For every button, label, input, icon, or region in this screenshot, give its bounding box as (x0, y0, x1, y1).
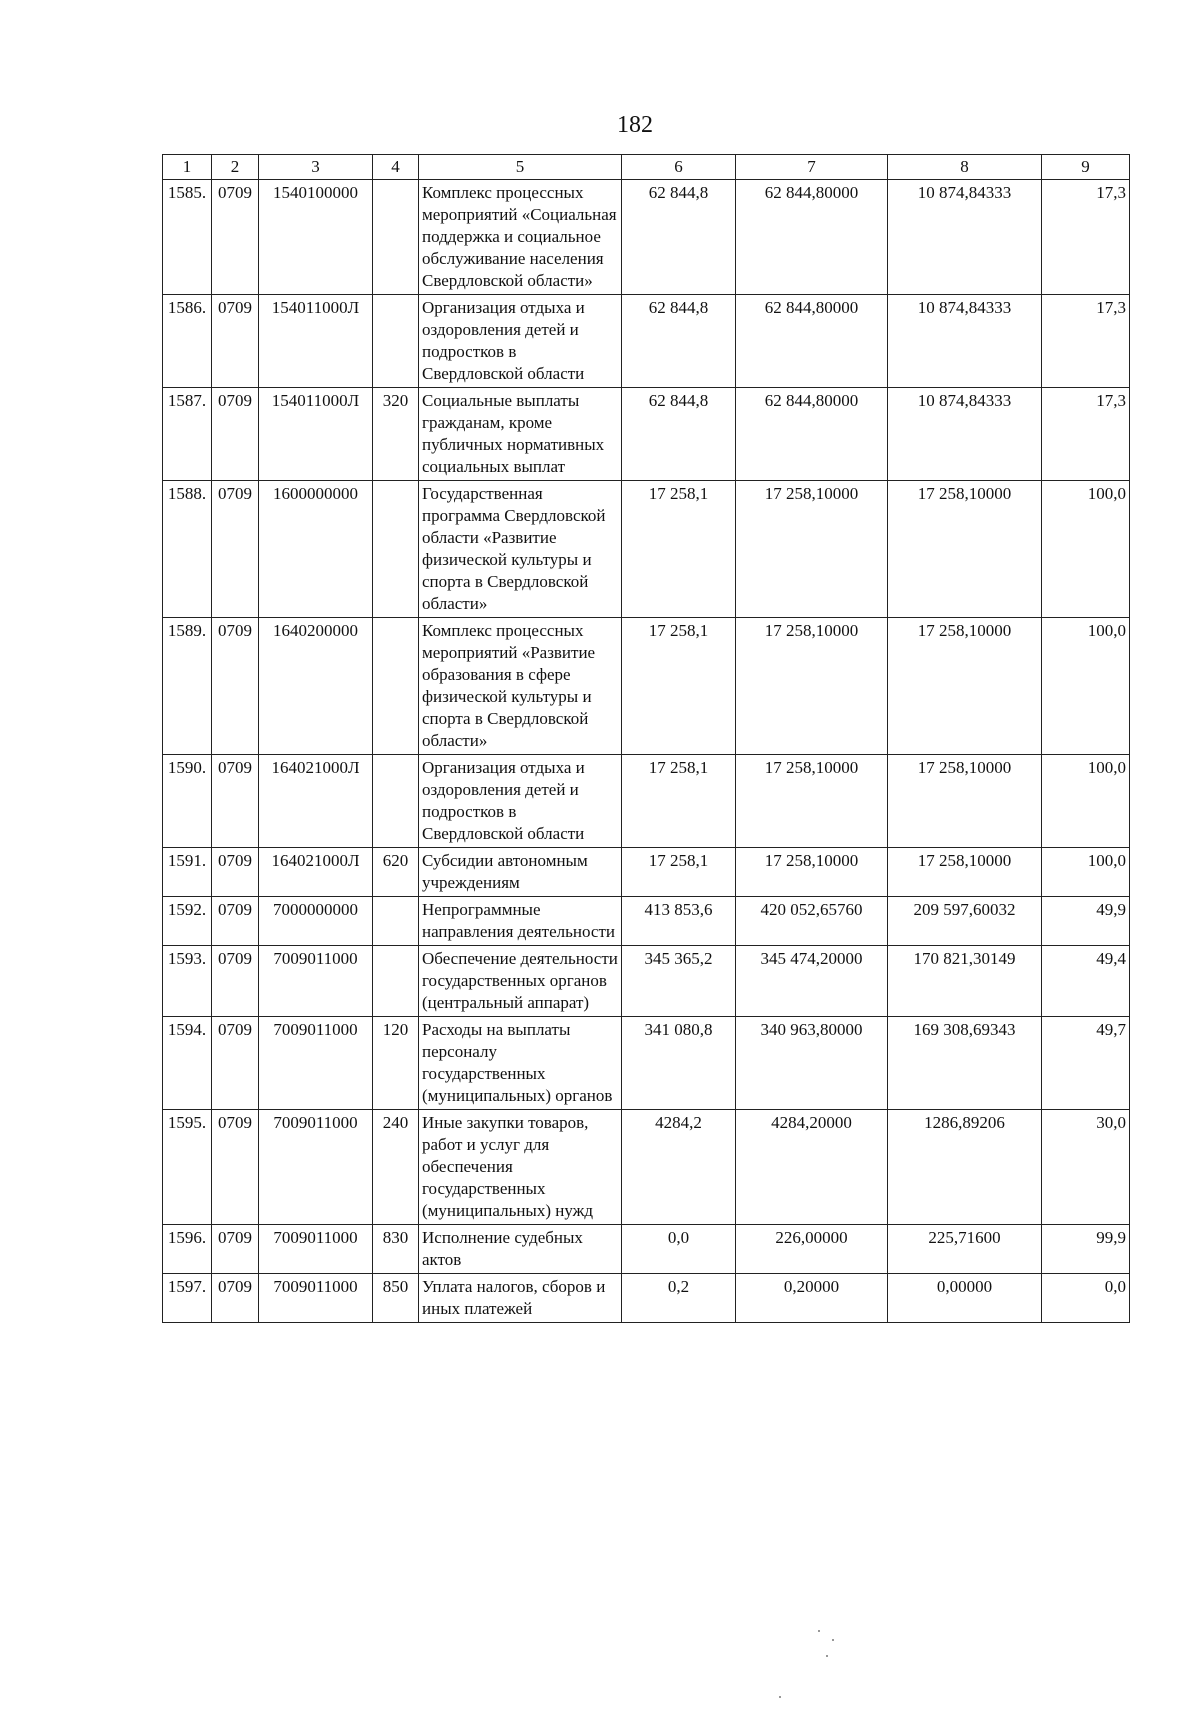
item-description: Организация отдыха и оздоровления детей и подростков в Свердловской области (419, 295, 622, 388)
section-code: 0709 (212, 897, 259, 946)
column-header: 6 (622, 155, 736, 180)
item-description: Комплекс процессных мероприятий «Развитие образования в сфере физической культуры и спорта в Свердловской области» (419, 618, 622, 755)
execution-percent: 100,0 (1042, 755, 1130, 848)
table-row (163, 1017, 1130, 1110)
planned-amount: 17 258,10000 (736, 481, 888, 618)
row-number: 1590. (163, 755, 212, 848)
execution-percent: 100,0 (1042, 848, 1130, 897)
execution-percent: 49,9 (1042, 897, 1130, 946)
expense-type-code: 850 (373, 1274, 419, 1323)
execution-percent: 17,3 (1042, 180, 1130, 295)
approved-amount: 4284,2 (622, 1110, 736, 1225)
planned-amount: 17 258,10000 (736, 755, 888, 848)
planned-amount: 4284,20000 (736, 1110, 888, 1225)
page-number: 182 (617, 112, 653, 138)
column-header: 7 (736, 155, 888, 180)
scan-speck (826, 1655, 828, 1657)
column-header: 2 (212, 155, 259, 180)
planned-amount: 420 052,65760 (736, 897, 888, 946)
row-number: 1596. (163, 1225, 212, 1274)
executed-amount: 17 258,10000 (888, 848, 1042, 897)
row-number: 1586. (163, 295, 212, 388)
item-description: Комплекс процессных мероприятий «Социальная поддержка и социальное обслуживание населения Свердловской области» (419, 180, 622, 295)
scan-speck (832, 1639, 834, 1641)
planned-amount: 345 474,20000 (736, 946, 888, 1017)
planned-amount: 62 844,80000 (736, 180, 888, 295)
table-row (163, 897, 1130, 946)
planned-amount: 17 258,10000 (736, 618, 888, 755)
planned-amount: 0,20000 (736, 1274, 888, 1323)
approved-amount: 345 365,2 (622, 946, 736, 1017)
target-item-code: 1600000000 (259, 481, 373, 618)
section-code: 0709 (212, 755, 259, 848)
expense-type-code: 320 (373, 388, 419, 481)
expense-type-code (373, 618, 419, 755)
item-description: Государственная программа Свердловской области «Развитие физической культуры и спорта в Свердловской области» (419, 481, 622, 618)
expense-type-code (373, 180, 419, 295)
executed-amount: 17 258,10000 (888, 755, 1042, 848)
item-description: Непрограммные направления деятельности (419, 897, 622, 946)
item-description: Организация отдыха и оздоровления детей и подростков в Свердловской области (419, 755, 622, 848)
row-number: 1588. (163, 481, 212, 618)
column-header: 4 (373, 155, 419, 180)
section-code: 0709 (212, 1017, 259, 1110)
expense-type-code: 620 (373, 848, 419, 897)
table-row (163, 848, 1130, 897)
item-description: Иные закупки товаров, работ и услуг для обеспечения государственных (муниципальных) нужд (419, 1110, 622, 1225)
planned-amount: 62 844,80000 (736, 388, 888, 481)
row-number: 1594. (163, 1017, 212, 1110)
target-item-code: 164021000Л (259, 755, 373, 848)
section-code: 0709 (212, 1225, 259, 1274)
approved-amount: 62 844,8 (622, 388, 736, 481)
row-number: 1593. (163, 946, 212, 1017)
budget-table (162, 154, 1130, 1323)
table-row (163, 1274, 1130, 1323)
execution-percent: 100,0 (1042, 481, 1130, 618)
table-row (163, 1225, 1130, 1274)
target-item-code: 1540100000 (259, 180, 373, 295)
scan-speck (818, 1630, 820, 1632)
section-code: 0709 (212, 1110, 259, 1225)
item-description: Субсидии автономным учреждениям (419, 848, 622, 897)
target-item-code: 7000000000 (259, 897, 373, 946)
section-code: 0709 (212, 295, 259, 388)
section-code: 0709 (212, 388, 259, 481)
expense-type-code (373, 755, 419, 848)
item-description: Обеспечение деятельности государственных органов (центральный аппарат) (419, 946, 622, 1017)
item-description: Исполнение судебных актов (419, 1225, 622, 1274)
execution-percent: 100,0 (1042, 618, 1130, 755)
execution-percent: 49,4 (1042, 946, 1130, 1017)
executed-amount: 10 874,84333 (888, 180, 1042, 295)
table-row (163, 295, 1130, 388)
approved-amount: 62 844,8 (622, 295, 736, 388)
expense-type-code: 830 (373, 1225, 419, 1274)
target-item-code: 7009011000 (259, 946, 373, 1017)
executed-amount: 1286,89206 (888, 1110, 1042, 1225)
section-code: 0709 (212, 1274, 259, 1323)
column-header: 1 (163, 155, 212, 180)
column-header: 3 (259, 155, 373, 180)
planned-amount: 340 963,80000 (736, 1017, 888, 1110)
target-item-code: 7009011000 (259, 1274, 373, 1323)
table-row (163, 618, 1130, 755)
table-row (163, 481, 1130, 618)
approved-amount: 413 853,6 (622, 897, 736, 946)
section-code: 0709 (212, 481, 259, 618)
row-number: 1585. (163, 180, 212, 295)
approved-amount: 17 258,1 (622, 848, 736, 897)
section-code: 0709 (212, 618, 259, 755)
scan-speck (779, 1696, 781, 1698)
item-description: Социальные выплаты гражданам, кроме публичных нормативных социальных выплат (419, 388, 622, 481)
executed-amount: 17 258,10000 (888, 481, 1042, 618)
execution-percent: 0,0 (1042, 1274, 1130, 1323)
table-row (163, 755, 1130, 848)
target-item-code: 7009011000 (259, 1225, 373, 1274)
target-item-code: 1640200000 (259, 618, 373, 755)
planned-amount: 226,00000 (736, 1225, 888, 1274)
approved-amount: 62 844,8 (622, 180, 736, 295)
target-item-code: 164021000Л (259, 848, 373, 897)
row-number: 1587. (163, 388, 212, 481)
execution-percent: 17,3 (1042, 295, 1130, 388)
item-description: Уплата налогов, сборов и иных платежей (419, 1274, 622, 1323)
approved-amount: 17 258,1 (622, 618, 736, 755)
expense-type-code: 120 (373, 1017, 419, 1110)
section-code: 0709 (212, 180, 259, 295)
expense-type-code (373, 946, 419, 1017)
row-number: 1589. (163, 618, 212, 755)
execution-percent: 49,7 (1042, 1017, 1130, 1110)
execution-percent: 30,0 (1042, 1110, 1130, 1225)
approved-amount: 0,0 (622, 1225, 736, 1274)
expense-type-code (373, 481, 419, 618)
section-code: 0709 (212, 848, 259, 897)
target-item-code: 154011000Л (259, 388, 373, 481)
executed-amount: 225,71600 (888, 1225, 1042, 1274)
item-description: Расходы на выплаты персоналу государственных (муниципальных) органов (419, 1017, 622, 1110)
executed-amount: 209 597,60032 (888, 897, 1042, 946)
executed-amount: 170 821,30149 (888, 946, 1042, 1017)
row-number: 1595. (163, 1110, 212, 1225)
table-row (163, 388, 1130, 481)
planned-amount: 62 844,80000 (736, 295, 888, 388)
target-item-code: 154011000Л (259, 295, 373, 388)
executed-amount: 10 874,84333 (888, 295, 1042, 388)
approved-amount: 17 258,1 (622, 755, 736, 848)
executed-amount: 169 308,69343 (888, 1017, 1042, 1110)
table-row (163, 180, 1130, 295)
execution-percent: 99,9 (1042, 1225, 1130, 1274)
executed-amount: 10 874,84333 (888, 388, 1042, 481)
execution-percent: 17,3 (1042, 388, 1130, 481)
approved-amount: 17 258,1 (622, 481, 736, 618)
planned-amount: 17 258,10000 (736, 848, 888, 897)
executed-amount: 0,00000 (888, 1274, 1042, 1323)
row-number: 1592. (163, 897, 212, 946)
column-header: 8 (888, 155, 1042, 180)
expense-type-code (373, 295, 419, 388)
column-header: 5 (419, 155, 622, 180)
executed-amount: 17 258,10000 (888, 618, 1042, 755)
approved-amount: 341 080,8 (622, 1017, 736, 1110)
expense-type-code (373, 897, 419, 946)
row-number: 1591. (163, 848, 212, 897)
approved-amount: 0,2 (622, 1274, 736, 1323)
expense-type-code: 240 (373, 1110, 419, 1225)
column-header: 9 (1042, 155, 1130, 180)
header-row (163, 155, 1130, 180)
section-code: 0709 (212, 946, 259, 1017)
table-row (163, 946, 1130, 1017)
table-row (163, 1110, 1130, 1225)
row-number: 1597. (163, 1274, 212, 1323)
target-item-code: 7009011000 (259, 1017, 373, 1110)
target-item-code: 7009011000 (259, 1110, 373, 1225)
